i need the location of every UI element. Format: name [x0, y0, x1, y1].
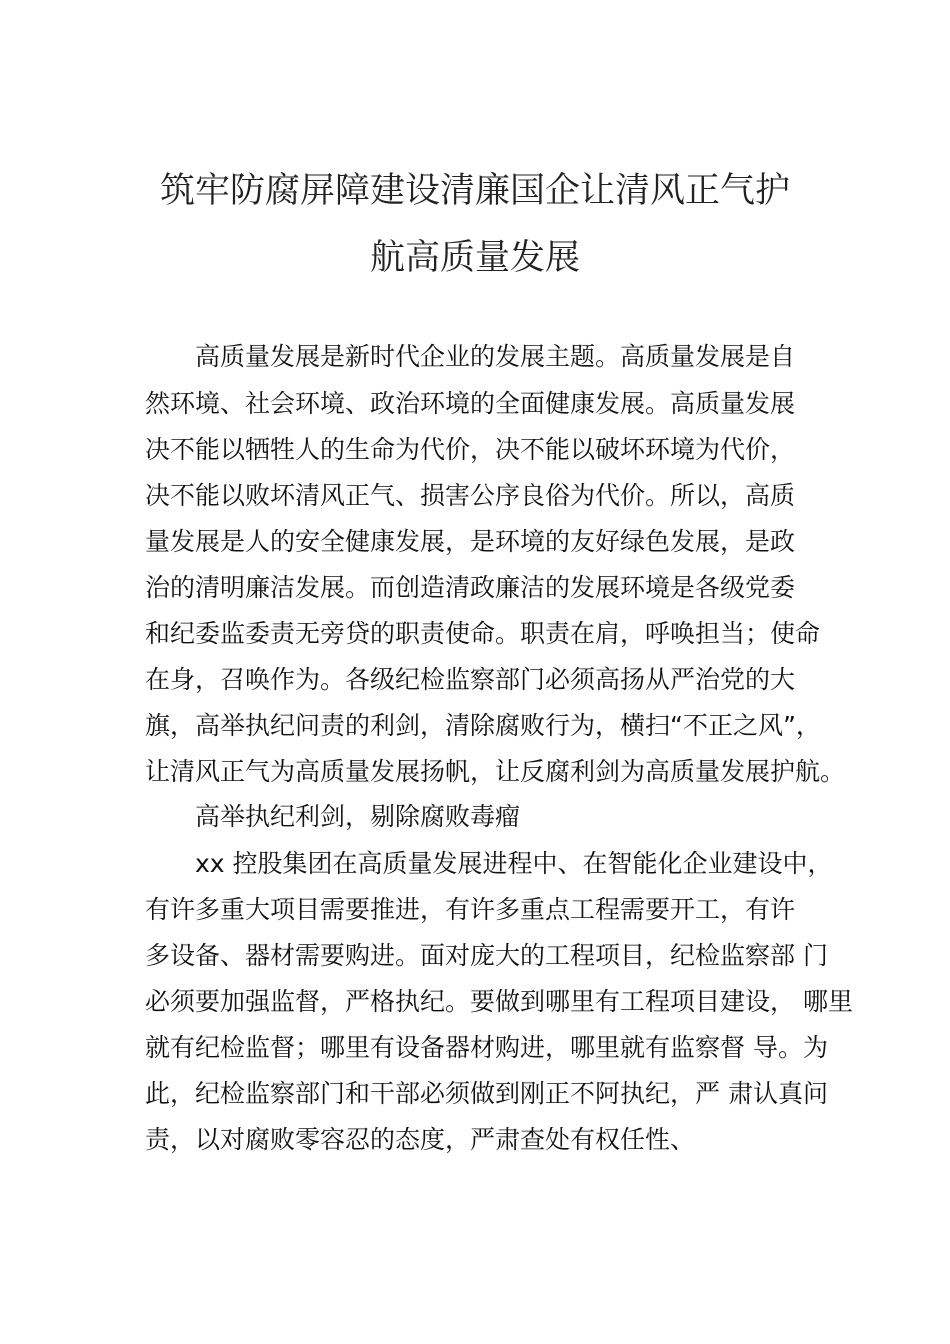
paragraph-1-line-5: 量发展是人的安全健康发展，是环境的友好绿色发展，是政: [145, 527, 796, 556]
paragraph-1-line-6: 治的清明廉洁发展。而创造清政廉洁的发展环境是各级党委: [145, 573, 796, 602]
paragraph-2-line-4: 必须要加强监督，严格执纪。要做到哪里有工程项目建设， 哪里: [145, 987, 853, 1016]
paragraph-1-line-1: 高质量发展是新时代企业的发展主题。高质量发展是自: [195, 342, 796, 371]
paragraph-2-line-1: xx 控股集团在高质量发展进程中、在智能化企业建设中，: [195, 849, 833, 878]
document-title-line-1: 筑牢防腐屏障建设清廉国企让清风正气护: [159, 171, 790, 211]
paragraph-1-line-10: 让清风正气为高质量发展扬帆，让反腐利剑为高质量发展护航。: [145, 757, 846, 786]
document-title-line-2: 航高质量发展: [369, 238, 580, 278]
paragraph-1-line-9: 旗，高举执纪问责的利剑，清除腐败行为，横扫“不正之风”，: [145, 711, 821, 740]
paragraph-1-line-3: 决不能以牺牲人的生命为代价，决不能以破坏环境为代价，: [145, 435, 796, 464]
paragraph-1-line-7: 和纪委监委责无旁贷的职责使命。职责在肩，呼唤担当；使命: [145, 619, 821, 648]
paragraph-1-line-4: 决不能以败坏清风正气、损害公序良俗为代价。所以，高质: [145, 481, 796, 510]
section-heading: 高举执纪利剑，剔除腐败毒瘤: [195, 802, 521, 831]
paragraph-1-line-2: 然环境、社会环境、政治环境的全面健康发展。高质量发展: [145, 389, 796, 418]
paragraph-1-line-8: 在身，召唤作为。各级纪检监察部门必须高扬从严治党的大: [145, 665, 796, 694]
paragraph-2-line-7: 责，以对腐败零容忍的态度，严肃查处有权任性、: [145, 1125, 696, 1154]
paragraph-2-line-5: 就有纪检监督；哪里有设备器材购进，哪里就有监察督 导。为: [145, 1033, 828, 1062]
paragraph-2-line-6: 此，纪检监察部门和干部必须做到刚正不阿执纪，严 肃认真问: [145, 1079, 828, 1108]
paragraph-2-line-3: 多设备、器材需要购进。面对庞大的工程项目，纪检监察部 门: [145, 941, 828, 970]
paragraph-2-line-2: 有许多重大项目需要推进，有许多重点工程需要开工，有许: [145, 895, 796, 924]
